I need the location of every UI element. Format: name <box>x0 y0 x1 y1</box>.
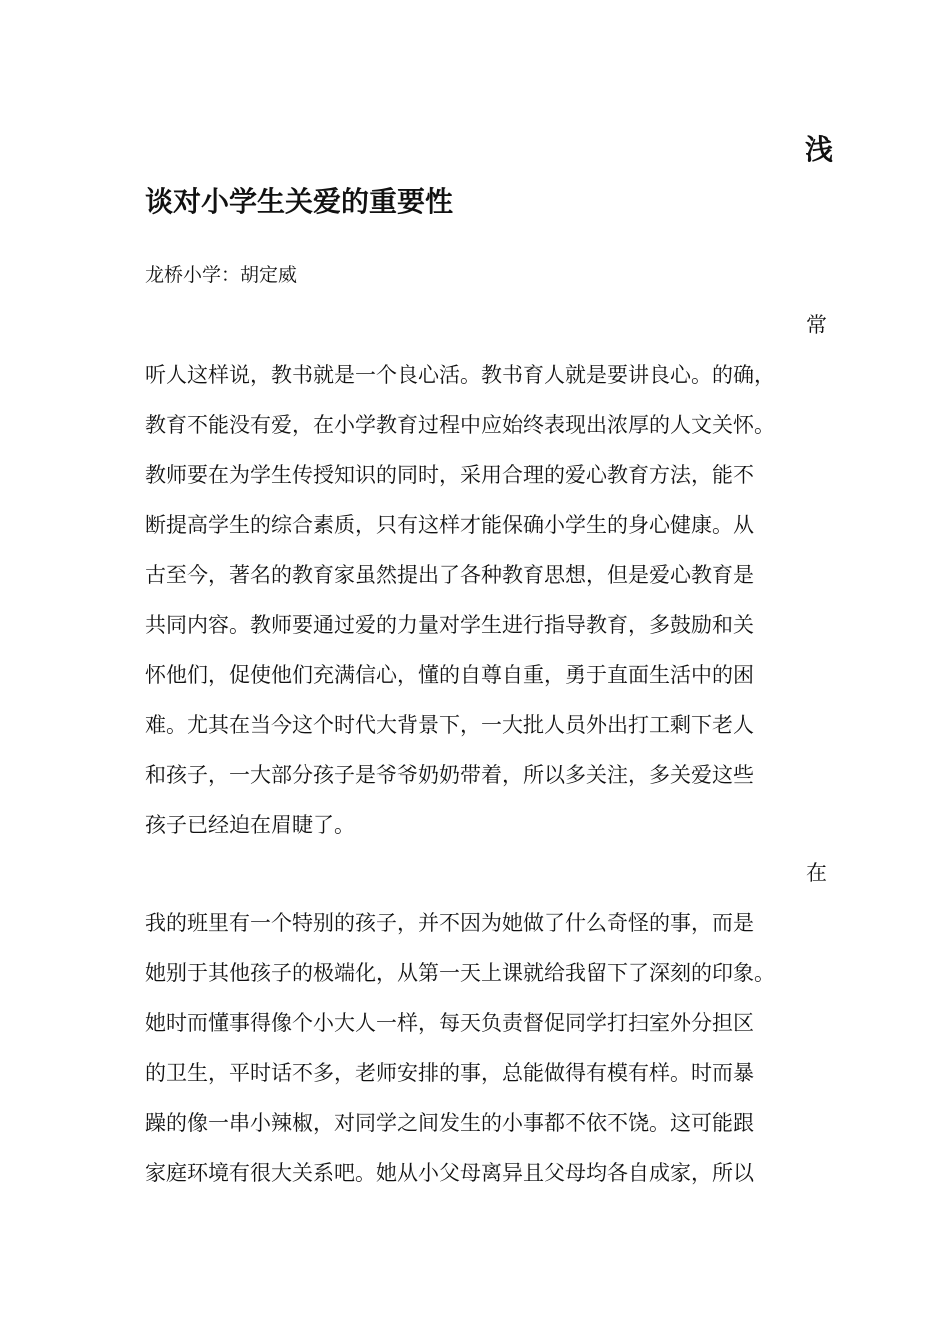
paragraph-line: 躁的像一串小辣椒，对同学之间发生的小事都不依不饶。这可能跟 <box>145 1111 754 1135</box>
paragraph-line: 的卫生，平时话不多，老师安排的事，总能做得有模有样。时而暴 <box>145 1061 754 1085</box>
title-first-char: 浅 <box>804 133 833 166</box>
paragraph-2-body <box>145 908 835 1208</box>
page-title: 谈对小学生关爱的重要性 <box>145 185 454 218</box>
paragraph-line: 我的班里有一个特别的孩子，并不因为她做了什么奇怪的事，而是 <box>145 911 754 935</box>
paragraph-line: 她别于其他孩子的极端化，从第一天上课就给我留下了深刻的印象。 <box>145 961 775 985</box>
paragraph-line: 断提高学生的综合素质，只有这样才能保确小学生的身心健康。从 <box>145 513 754 537</box>
paragraph-line: 难。尤其在当今这个时代大背景下，一大批人员外出打工剩下老人 <box>145 713 754 737</box>
paragraph-line: 古至今，著名的教育家虽然提出了各种教育思想，但是爱心教育是 <box>145 563 754 587</box>
paragraph-line: 听人这样说，教书就是一个良心活。教书育人就是要讲良心。的确， <box>145 363 775 387</box>
paragraph-line: 共同内容。教师要通过爱的力量对学生进行指导教育，多鼓励和关 <box>145 613 754 637</box>
paragraph-line: 教师要在为学生传授知识的同时，采用合理的爱心教育方法，能不 <box>145 463 754 487</box>
paragraph-line: 怀他们，促使他们充满信心，懂的自尊自重，勇于直面生活中的困 <box>145 663 754 687</box>
paragraph-line: 教育不能没有爱，在小学教育过程中应始终表现出浓厚的人文关怀。 <box>145 413 775 437</box>
paragraph-line: 她时而懂事得像个小大人一样，每天负责督促同学打扫室外分担区 <box>145 1011 754 1035</box>
paragraph-line: 家庭环境有很大关系吧。她从小父母离异且父母均各自成家，所以 <box>145 1161 754 1185</box>
paragraph-2-first-char: 在 <box>806 861 827 885</box>
paragraph-1-first-char: 常 <box>806 313 827 337</box>
paragraph-line: 和孩子，一大部分孩子是爷爷奶奶带着，所以多关注，多关爱这些 <box>145 763 754 787</box>
paragraph-line: 孩子已经迫在眉睫了。 <box>145 813 355 837</box>
paragraph-1-body <box>145 360 835 860</box>
author-line: 龙桥小学：胡定威 <box>145 264 298 286</box>
